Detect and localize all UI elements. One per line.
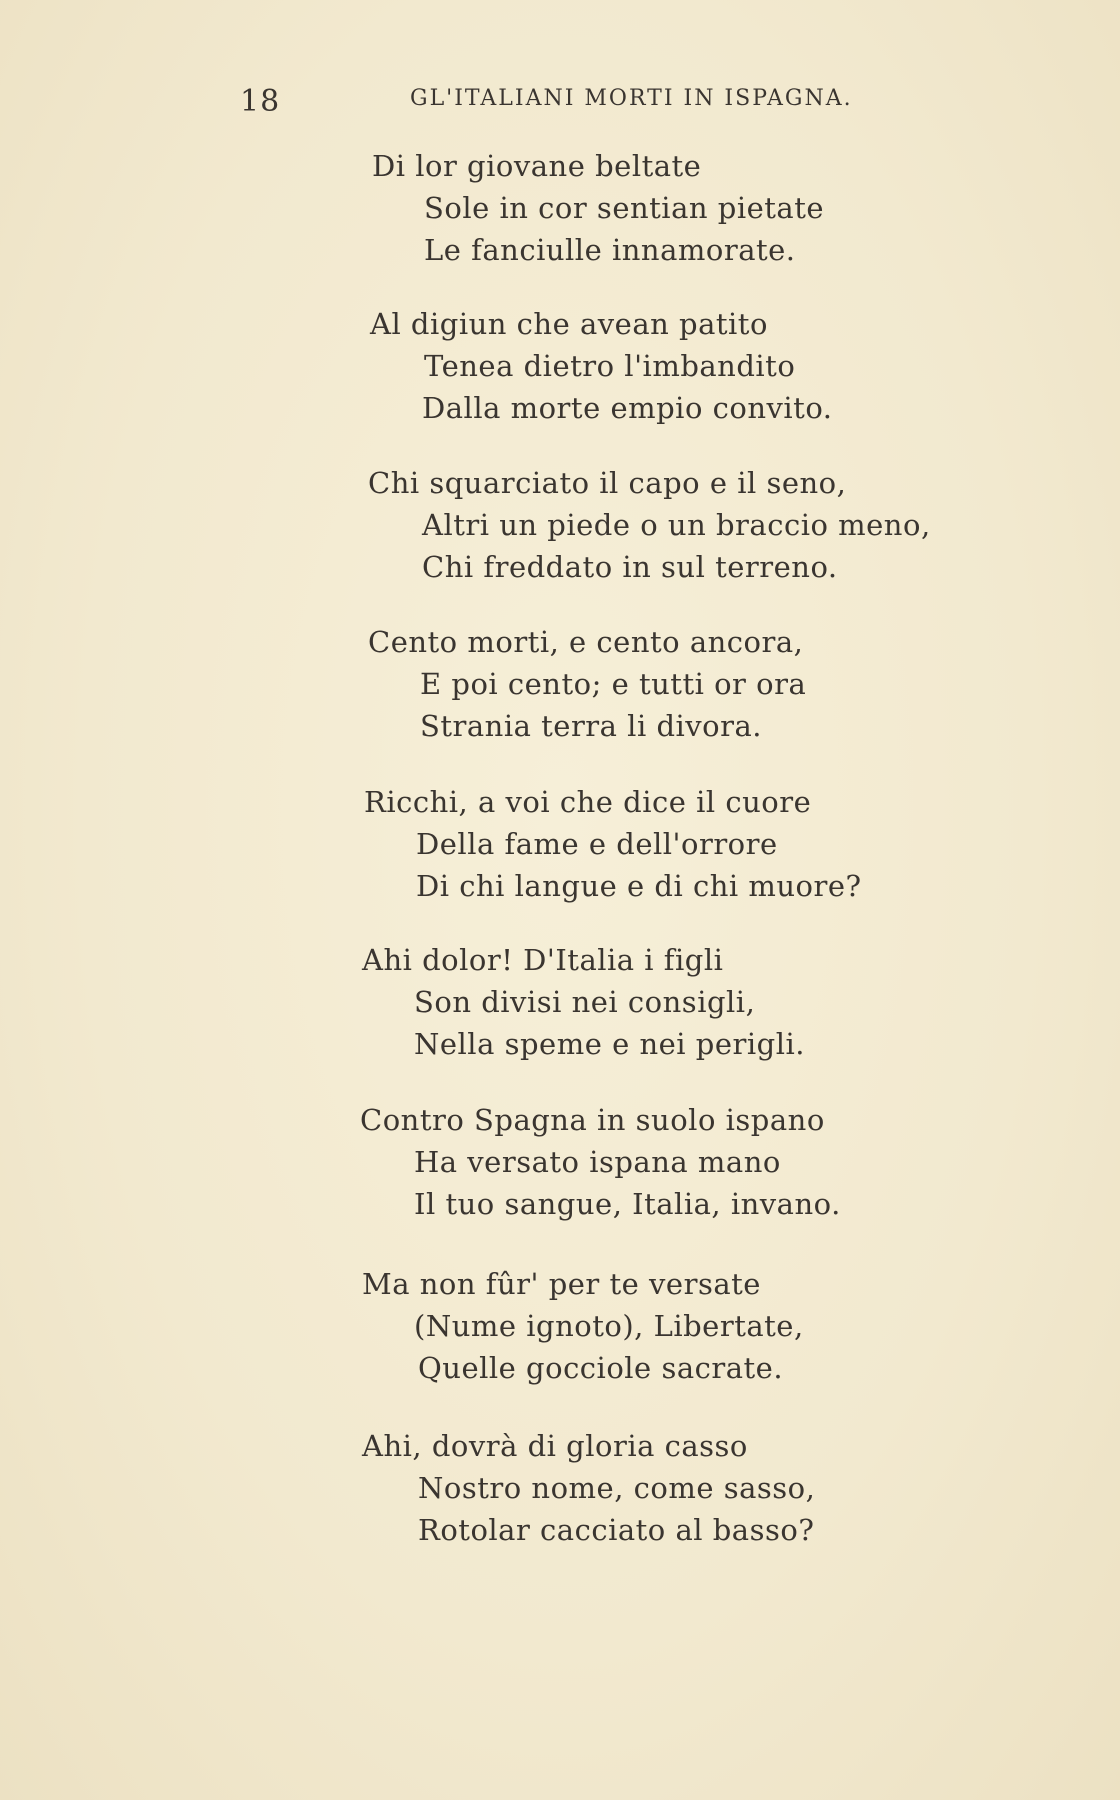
verse-line: Ma non fûr' per te versate — [362, 1267, 761, 1301]
verse-line: Cento morti, e cento ancora, — [368, 625, 804, 659]
verse-line: Chi squarciato il capo e il seno, — [368, 466, 847, 500]
verse-line: Sole in cor sentian pietate — [424, 191, 825, 225]
verse-line: Ricchi, a voi che dice il cuore — [364, 785, 812, 819]
verse-line: Tenea dietro l'imbandito — [424, 349, 796, 383]
verse-line: Nella speme e nei perigli. — [414, 1027, 805, 1061]
verse-line: (Nume ignoto), Libertate, — [414, 1309, 804, 1343]
verse-line: Chi freddato in sul terreno. — [422, 550, 838, 584]
page-number: 18 — [240, 84, 281, 119]
verse-line: Ha versato ispana mano — [414, 1145, 781, 1179]
verse-line: Nostro nome, come sasso, — [418, 1471, 816, 1505]
verse-line: Di lor giovane beltate — [372, 149, 702, 183]
verse-line: Quelle gocciole sacrate. — [418, 1351, 784, 1385]
verse-line: Della fame e dell'orrore — [416, 827, 778, 861]
verse-line: Ahi dolor! D'Italia i figli — [362, 943, 724, 977]
verse-line: Son divisi nei consigli, — [414, 985, 756, 1019]
verse-line: Contro Spagna in suolo ispano — [360, 1103, 825, 1137]
verse-line: Al digiun che avean patito — [370, 307, 768, 341]
verse-line: Ahi, dovrà di gloria casso — [362, 1429, 748, 1463]
running-title: GL'ITALIANI MORTI IN ISPAGNA. — [410, 86, 853, 111]
verse-line: Le fanciulle innamorate. — [424, 233, 796, 267]
verse-line: Strania terra li divora. — [420, 709, 763, 743]
verse-line: Altri un piede o un braccio meno, — [422, 508, 931, 542]
verse-line: E poi cento; e tutti or ora — [420, 667, 807, 701]
verse-line: Rotolar cacciato al basso? — [418, 1513, 815, 1547]
verse-line: Il tuo sangue, Italia, invano. — [414, 1187, 841, 1221]
verse-line: Di chi langue e di chi muore? — [416, 869, 862, 903]
verse-line: Dalla morte empio convito. — [422, 391, 833, 425]
